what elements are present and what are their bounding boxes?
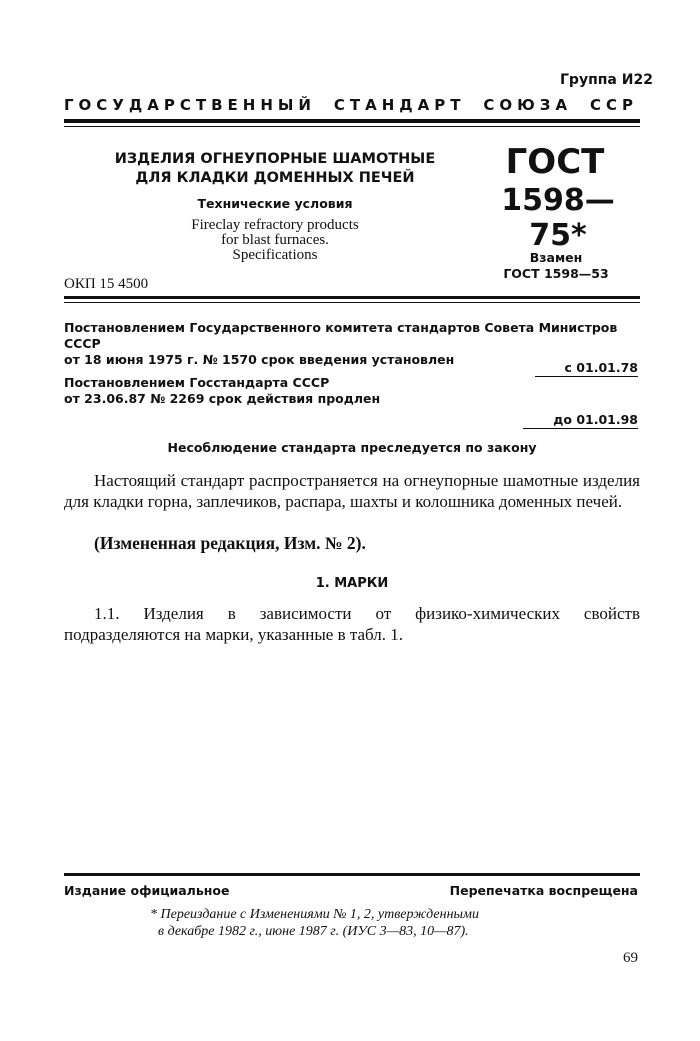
gost-number: 1598—75*	[501, 183, 615, 253]
clause-1-1	[64, 603, 640, 645]
footnote-line2: в декабре 1982 г., июне 1987 г. (ИУС 3—83, 10—87).	[158, 924, 469, 939]
english-title-line2: for blast furnaces.	[221, 232, 329, 248]
okp-code: ОКП 15 4500	[64, 276, 149, 292]
page-number: 69	[623, 950, 638, 966]
introduction-date: с 01.01.78	[535, 360, 638, 377]
reissue-footnote	[150, 906, 570, 940]
header-rule-thick	[64, 119, 640, 123]
decree-first-line1: Постановлением Государственного комитета стандартов Совета Министров СССР	[64, 320, 618, 351]
decree-second-line2: от 23.06.87 № 2269 срок действия продлен	[64, 391, 381, 406]
reprint-prohibited: Перепечатка воспрещена	[449, 883, 638, 898]
intro-paragraph	[64, 470, 640, 512]
footer-rule	[64, 873, 640, 876]
english-title-line3: Specifications	[232, 247, 318, 263]
clause-1-1-text: 1.1. Изделия в зависимости от физико-химических свойств подразделяются на марки, указанные в табл. 1.	[64, 604, 640, 644]
divider-rule-thick	[64, 296, 640, 299]
state-standard-text: ГОСУДАРСТВЕННЫЙ СТАНДАРТ СОЮЗА ССР	[64, 96, 638, 114]
product-title-line1: ИЗДЕЛИЯ ОГНЕУПОРНЫЕ ШАМОТНЫЕ	[114, 151, 436, 167]
gost-label: ГОСТ	[505, 142, 605, 182]
official-edition: Издание официальное	[64, 883, 230, 898]
amendment-note: (Измененная редакция, Изм. № 2).	[94, 533, 366, 553]
product-subtitle: Технические условия	[197, 196, 353, 211]
decree-second-line1: Постановлением Госстандарта СССР	[64, 375, 330, 390]
intro-text: Настоящий стандарт распространяется на огнеупорные шамотные изделия для кладки горна, заплечиков, распара, шахты и колошника доменных печей.	[64, 471, 640, 511]
replaces-block	[486, 250, 626, 282]
header-rule-thin	[64, 126, 640, 127]
footnote-line1: * Переиздание с Изменениями № 1, 2, утвержденными	[150, 907, 479, 922]
validity-date: до 01.01.98	[523, 412, 638, 429]
state-standard-heading	[64, 96, 638, 114]
english-title	[110, 218, 440, 263]
replaces-value: ГОСТ 1598—53	[503, 266, 609, 281]
decree-first-line2: от 18 июня 1975 г. № 1570 срок введения установлен	[64, 352, 455, 367]
decree-second	[64, 375, 640, 407]
product-title-line2: ДЛЯ КЛАДКИ ДОМЕННЫХ ПЕЧЕЙ	[135, 170, 415, 186]
divider-rule-thin	[64, 302, 640, 303]
section-title: 1. МАРКИ	[315, 576, 389, 591]
product-title	[110, 150, 440, 188]
english-title-line1: Fireclay refractory products	[191, 217, 359, 233]
group-code: Группа И22	[560, 72, 653, 88]
replaces-label: Взамен	[529, 250, 583, 265]
legal-warning: Несоблюдение стандарта преследуется по закону	[167, 440, 537, 455]
